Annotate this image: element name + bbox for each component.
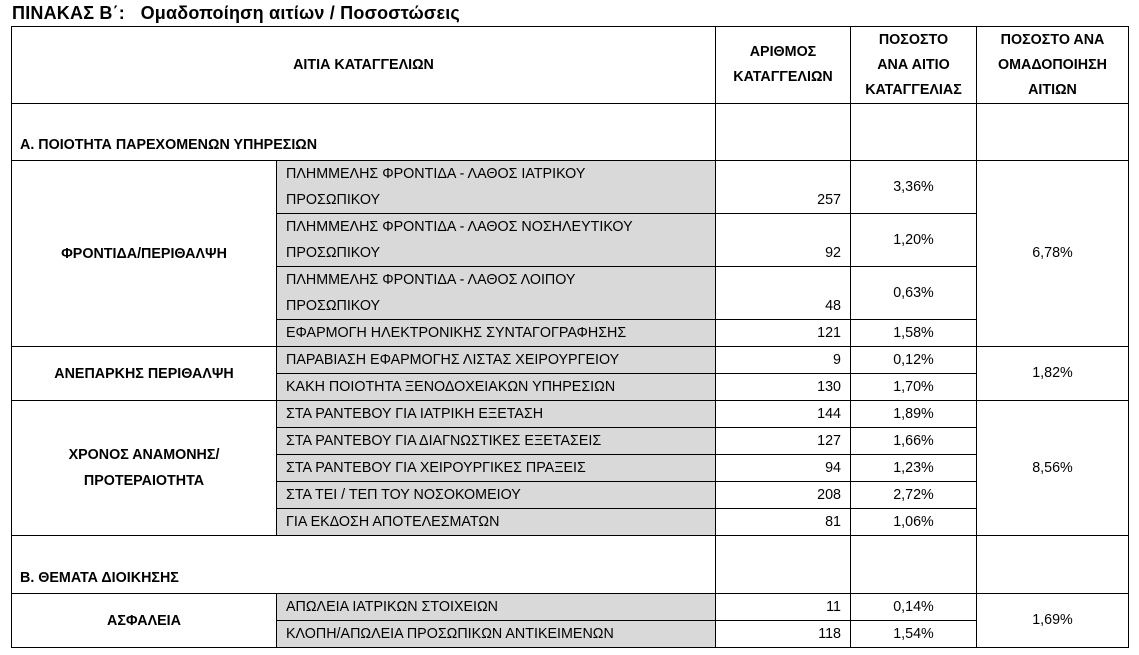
count-cell: 81 (716, 509, 851, 536)
cause-cell: ΑΠΩΛΕΙΑ ΙΑΤΡΙΚΩΝ ΣΤΟΙΧΕΙΩΝ (277, 594, 716, 621)
count-cell: 121 (716, 320, 851, 347)
section-row (12, 536, 1129, 594)
cause-cell (277, 214, 716, 267)
section-row (12, 104, 1129, 161)
cause-text: ΠΛΗΜΜΕΛΗΣ ΦΡΟΝΤΙΔΑ - ΛΑΘΟΣ ΛΟΙΠΟΥ (286, 272, 576, 288)
cause-cell (277, 267, 716, 320)
group-pct-cell: 6,78% (977, 161, 1129, 347)
cause-text: ΠΡΟΣΩΠΙΚΟΥ (286, 192, 381, 208)
complaints-table (11, 26, 1129, 648)
blank-cell (716, 536, 851, 594)
group-pct-cell: 1,69% (977, 594, 1129, 648)
count-cell: 118 (716, 621, 851, 648)
pct-cell: 0,63% (851, 267, 977, 320)
table-row (12, 347, 1129, 374)
cause-cell: ΚΑΚΗ ΠΟΙΟΤΗΤΑ ΞΕΝΟΔΟΧΕΙΑΚΩΝ ΥΠΗΡΕΣΙΩΝ (277, 374, 716, 401)
count-cell: 11 (716, 594, 851, 621)
pct-cell: 1,20% (851, 214, 977, 267)
header-causes: ΑΙΤΙΑ ΚΑΤΑΓΓΕΛΙΩΝ (12, 27, 716, 104)
pct-cell: 1,70% (851, 374, 977, 401)
pct-cell: 1,23% (851, 455, 977, 482)
cause-cell (277, 161, 716, 214)
header-count-line: ΚΑΤΑΓΓΕΛΙΩΝ (733, 69, 833, 85)
header-gpct-line: ΠΟΣΟΣΤΟ ΑΝΑ (1000, 31, 1105, 48)
cause-cell: ΣΤΑ ΡΑΝΤΕΒΟΥ ΓΙΑ ΙΑΤΡΙΚΗ ΕΞΕΤΑΣΗ (277, 401, 716, 428)
cause-text: ΠΡΟΣΩΠΙΚΟΥ (286, 245, 381, 261)
count-cell: 94 (716, 455, 851, 482)
group-label: ΑΝΕΠΑΡΚΗΣ ΠΕΡΙΘΑΛΨΗ (12, 347, 277, 401)
cause-cell: ΣΤΑ ΤΕΙ / ΤΕΠ ΤΟΥ ΝΟΣΟΚΟΜΕΙΟΥ (277, 482, 716, 509)
header-group-pct (977, 27, 1129, 104)
header-gpct-line: ΑΙΤΙΩΝ (1028, 81, 1077, 98)
pct-cell: 1,66% (851, 428, 977, 455)
blank-cell (716, 104, 851, 161)
cause-cell: ΣΤΑ ΡΑΝΤΕΒΟΥ ΓΙΑ ΧΕΙΡΟΥΡΓΙΚΕΣ ΠΡΑΞΕΙΣ (277, 455, 716, 482)
table-title: ΠΙΝΑΚΑΣ Β΄: Ομαδοποίηση αιτίων / Ποσοστώσεις (12, 3, 460, 23)
group-label-line: ΧΡΟΝΟΣ ΑΝΑΜΟΝΗΣ/ (68, 447, 220, 463)
count-cell: 92 (716, 214, 851, 267)
table-row (12, 401, 1129, 428)
group-pct-cell: 1,82% (977, 347, 1129, 401)
pct-cell: 1,54% (851, 621, 977, 648)
cause-cell: ΚΛΟΠΗ/ΑΠΩΛΕΙΑ ΠΡΟΣΩΠΙΚΩΝ ΑΝΤΙΚΕΙΜΕΝΩΝ (277, 621, 716, 648)
section-title: Β. ΘΕΜΑΤΑ ΔΙΟΙΚΗΣΗΣ (12, 536, 716, 594)
section-title: Α. ΠΟΙΟΤΗΤΑ ΠΑΡΕΧΟΜΕΝΩΝ ΥΠΗΡΕΣΙΩΝ (12, 104, 716, 161)
group-label: ΑΣΦΑΛΕΙΑ (12, 594, 277, 648)
header-count (716, 27, 851, 104)
blank-cell (977, 536, 1129, 594)
cause-text: ΠΛΗΜΜΕΛΗΣ ΦΡΟΝΤΙΔΑ - ΛΑΘΟΣ ΝΟΣΗΛΕΥΤΙΚΟΥ (286, 219, 633, 235)
header-pct-line: ΑΝΑ ΑΙΤΙΟ (877, 56, 950, 73)
cause-text: ΠΛΗΜΜΕΛΗΣ ΦΡΟΝΤΙΔΑ - ΛΑΘΟΣ ΙΑΤΡΙΚΟΥ (286, 166, 586, 182)
header-pct (851, 27, 977, 104)
cause-cell: ΣΤΑ ΡΑΝΤΕΒΟΥ ΓΙΑ ΔΙΑΓΝΩΣΤΙΚΕΣ ΕΞΕΤΑΣΕΙΣ (277, 428, 716, 455)
header-pct-line: ΠΟΣΟΣΤΟ (878, 31, 949, 48)
pct-cell: 0,14% (851, 594, 977, 621)
pct-cell: 1,89% (851, 401, 977, 428)
count-cell: 257 (716, 161, 851, 214)
blank-cell (851, 536, 977, 594)
group-label: ΦΡΟΝΤΙΔΑ/ΠΕΡΙΘΑΛΨΗ (12, 161, 277, 347)
pct-cell: 1,06% (851, 509, 977, 536)
count-cell: 48 (716, 267, 851, 320)
group-pct-cell: 8,56% (977, 401, 1129, 536)
group-label-line: ΠΡΟΤΕΡΑΙΟΤΗΤΑ (83, 473, 205, 489)
header-gpct-line: ΟΜΑΔΟΠΟΙΗΣΗ (997, 56, 1107, 73)
cause-text: ΠΡΟΣΩΠΙΚΟΥ (286, 298, 381, 314)
header-row (12, 27, 1129, 104)
table-row (12, 161, 1129, 214)
header-pct-line: ΚΑΤΑΓΓΕΛΙΑΣ (865, 81, 962, 98)
pct-cell: 0,12% (851, 347, 977, 374)
blank-cell (977, 104, 1129, 161)
table-row (12, 594, 1129, 621)
pct-cell: 2,72% (851, 482, 977, 509)
count-cell: 127 (716, 428, 851, 455)
count-cell: 144 (716, 401, 851, 428)
count-cell: 130 (716, 374, 851, 401)
count-cell: 9 (716, 347, 851, 374)
group-label (12, 401, 277, 536)
cause-cell: ΓΙΑ ΕΚΔΟΣΗ ΑΠΟΤΕΛΕΣΜΑΤΩΝ (277, 509, 716, 536)
cause-cell: ΕΦΑΡΜΟΓΗ ΗΛΕΚΤΡΟΝΙΚΗΣ ΣΥΝΤΑΓΟΓΡΑΦΗΣΗΣ (277, 320, 716, 347)
pct-cell: 1,58% (851, 320, 977, 347)
pct-cell: 3,36% (851, 161, 977, 214)
header-count-line: ΑΡΙΘΜΟΣ (749, 44, 817, 60)
blank-cell (851, 104, 977, 161)
cause-cell: ΠΑΡΑΒΙΑΣΗ ΕΦΑΡΜΟΓΗΣ ΛΙΣΤΑΣ ΧΕΙΡΟΥΡΓΕΙΟΥ (277, 347, 716, 374)
count-cell: 208 (716, 482, 851, 509)
